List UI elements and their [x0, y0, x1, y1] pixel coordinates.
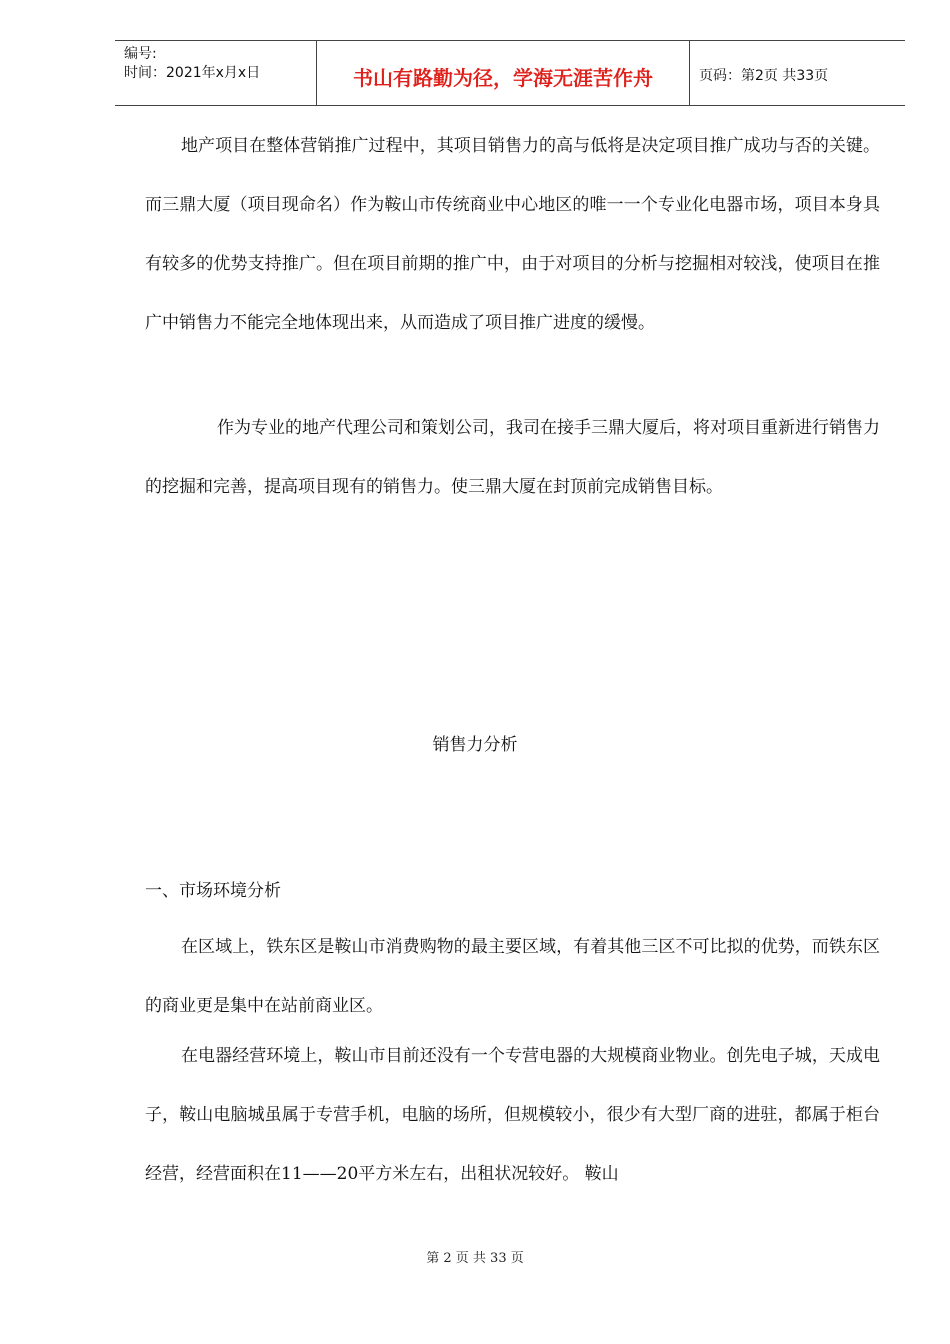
page-number-label: 页码：第2页 共33页 [699, 68, 829, 84]
market-paragraph-1: 在区域上，铁东区是鞍山市消费购物的最主要区域，有着其他三区不可比拟的优势，而铁东区的商业更是集中在站前商业区。 [145, 937, 880, 1016]
page-header [115, 40, 905, 106]
time-label: 时间：2021年x月x日 [124, 65, 261, 81]
motto-text: 书山有路勤为径，学海无涯苦作舟 [353, 66, 653, 90]
header-page-cell [690, 41, 905, 105]
header-motto-cell [316, 41, 690, 105]
market-paragraph-2: 在电器经营环境上，鞍山市目前还没有一个专营电器的大规模商业物业。创先电子城，天成电子，鞍山电脑城虽属于专营手机，电脑的场所，但规模较小，很少有大型厂商的进驻，都属于柜台经营，经营面积在11——20平方米左右，出租状况较好。 鞍山 [145, 1046, 880, 1184]
section-title: 销售力分析 [432, 735, 518, 755]
intro-paragraph-1: 地产项目在整体营销推广过程中，其项目销售力的高与低将是决定项目推广成功与否的关键。而三鼎大厦（项目现命名）作为鞍山市传统商业中心地区的唯一一个专业化电器市场，项目本身具有较多的优势支持推广。但在项目前期的推广中，由于对项目的分析与挖掘相对较浅，使项目在推广中销售力不能完全地体现出来，从而造成了项目推广进度的缓慢。 [145, 136, 880, 333]
subheading-market: 一、市场环境分析 [145, 881, 281, 901]
number-label: 编号: [124, 46, 157, 62]
header-info-cell [115, 41, 316, 105]
intro-paragraph-2: 作为专业的地产代理公司和策划公司，我司在接手三鼎大厦后，将对项目重新进行销售力的挖掘和完善，提高项目现有的销售力。使三鼎大厦在封顶前完成销售目标。 [145, 418, 880, 497]
page-footer: 第 2 页 共 33 页 [426, 1251, 524, 1266]
